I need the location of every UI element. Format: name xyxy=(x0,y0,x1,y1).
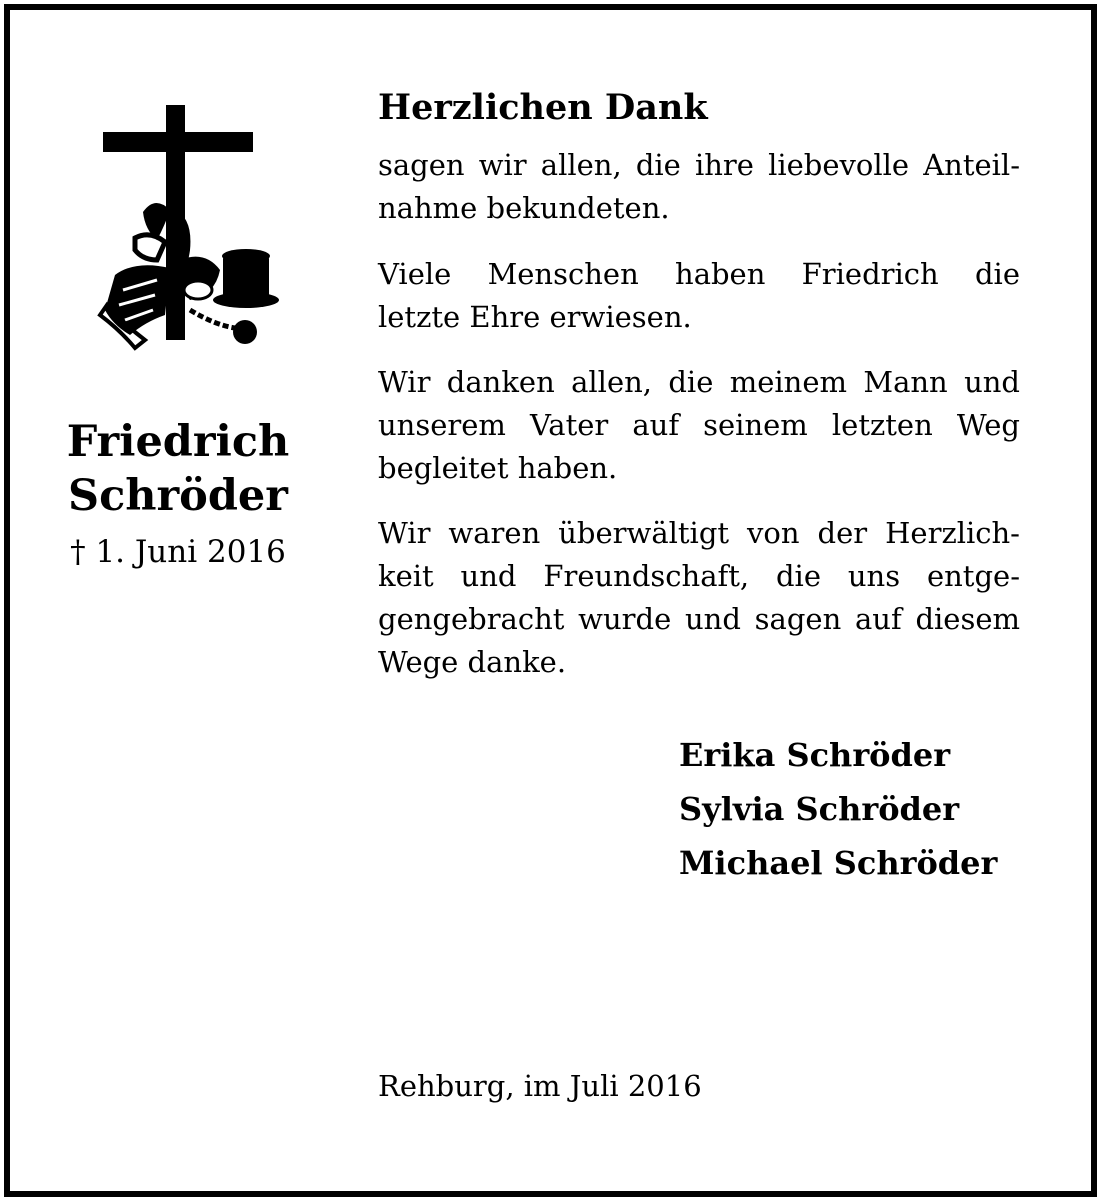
message-paragraph-4 xyxy=(378,512,1020,684)
signer-name: Erika Schröder xyxy=(679,736,951,774)
deceased-first-name: Friedrich xyxy=(66,417,290,467)
paragraph-line: Wege danke. xyxy=(378,645,567,679)
message-paragraph-1 xyxy=(378,144,1020,230)
paragraph-line: gengebracht wurde und sagen auf diesem xyxy=(378,602,1020,636)
paragraph-line: Wir danken allen, die meinem Mann und xyxy=(378,365,1020,399)
paragraph-line: unserem Vater auf seinem letzten Weg xyxy=(378,408,1020,442)
message-paragraph-2 xyxy=(378,253,1020,339)
place-date: Rehburg, im Juli 2016 xyxy=(378,1069,702,1103)
paragraph-line: begleitet haben. xyxy=(378,451,618,485)
paragraph-line: letzte Ehre erwiesen. xyxy=(378,300,692,334)
paragraph-line: Viele Menschen haben Friedrich die xyxy=(378,257,1020,291)
paragraph-line: sagen wir allen, die ihre liebevolle Anteil- xyxy=(378,148,1020,182)
signer-name: Michael Schröder xyxy=(679,844,998,882)
deceased-last-name: Schröder xyxy=(68,471,288,521)
signer-name: Sylvia Schröder xyxy=(679,790,960,828)
death-date: † 1. Juni 2016 xyxy=(70,534,286,570)
cross-with-chimney-sweep-tools-icon xyxy=(95,100,290,360)
message-paragraph-3 xyxy=(378,361,1020,490)
paragraph-line: nahme bekundeten. xyxy=(378,191,670,225)
paragraph-line: Wir waren überwältigt von der Herzlich- xyxy=(378,516,1020,550)
message-heading: Herzlichen Dank xyxy=(378,87,708,128)
deceased-name xyxy=(30,415,326,523)
paragraph-line: keit und Freundschaft, die uns entge- xyxy=(378,559,1020,593)
signers xyxy=(679,728,997,890)
